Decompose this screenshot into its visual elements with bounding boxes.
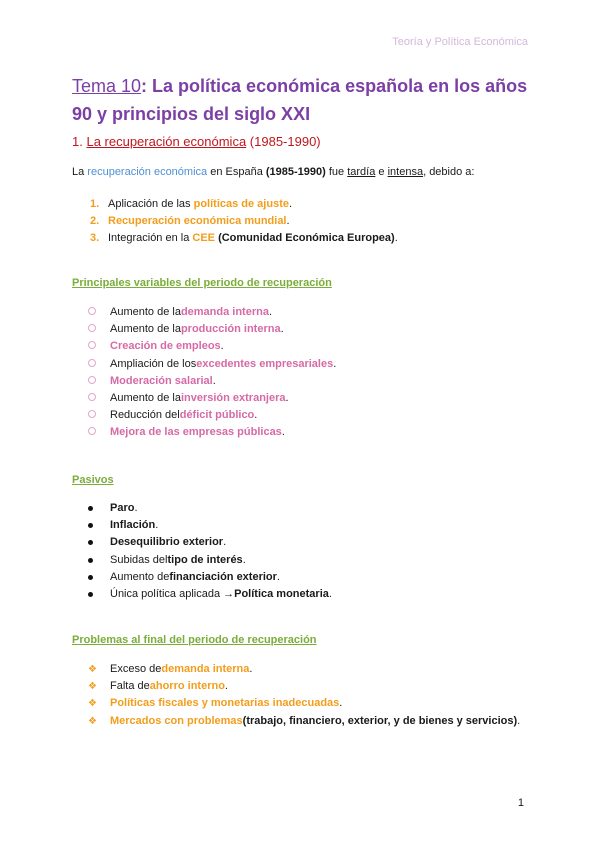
section-heading-recuperacion (72, 134, 321, 149)
title-text: : La política económica española en los años 90 y principios del siglo XXI (72, 76, 528, 124)
list-item: ❖ Falta de ahorro interno . (88, 678, 520, 695)
bullet-icon (88, 575, 93, 580)
diamond-bullet-icon: ❖ (88, 681, 97, 693)
circle-bullet-icon (88, 359, 96, 367)
bullet-icon (88, 592, 93, 597)
diamond-bullet-icon: ❖ (88, 664, 97, 675)
list-item: Creación de empleos . (88, 338, 336, 355)
section-years: (1985-1990) (246, 134, 321, 149)
list-item: Aumento de la demanda interna . (88, 304, 336, 321)
section-number: 1. (72, 134, 87, 149)
list-item: Inflación . (88, 517, 332, 534)
bullet-icon (88, 558, 93, 563)
page-number: 1 (517, 797, 524, 809)
list-item: 1. Aplicación de las políticas de ajuste. (90, 198, 293, 210)
list-item: Aumento de financiación exterior . (88, 569, 332, 586)
running-header: Teoría y Política Económica (392, 36, 528, 48)
circle-bullet-icon (88, 324, 96, 332)
list-item: Desequilibrio exterior . (88, 534, 332, 551)
list-item: Reducción del déficit público . (88, 407, 336, 424)
pasivos-heading: Pasivos (72, 474, 114, 486)
list-item: ❖ Políticas fiscales y monetarias inadecuadas . (88, 695, 520, 712)
diamond-bullet-icon: ❖ (88, 698, 97, 710)
list-item: Moderación salarial . (88, 373, 336, 390)
page-title (72, 72, 532, 128)
intro-paragraph: La recuperación económica en España (1985-1990) fue tardía e intensa, debido a: (72, 166, 475, 178)
list-item: Única política aplicada → Política monetaria . (88, 586, 332, 603)
variables-list (88, 304, 336, 442)
problemas-heading: Problemas al final del periodo de recuperación (72, 634, 317, 646)
list-item: Paro . (88, 500, 332, 517)
list-item: Aumento de la producción interna . (88, 321, 336, 338)
list-item: Subidas del tipo de interés . (88, 552, 332, 569)
list-item: 2. Recuperación económica mundial. (90, 215, 290, 227)
circle-bullet-icon (88, 376, 96, 384)
list-item: ❖ Mercados con problemas (trabajo, financiero, exterior, y de bienes y servicios) . (88, 713, 520, 730)
circle-bullet-icon (88, 307, 96, 315)
list-item: 3. Integración en la CEE (Comunidad Económica Europea). (90, 232, 398, 244)
variables-heading: Principales variables del periodo de recuperación (72, 277, 332, 289)
section-label: La recuperación económica (86, 134, 247, 149)
pasivos-list (88, 500, 332, 603)
title-tema: Tema 10 (72, 76, 142, 96)
bullet-icon (88, 540, 93, 545)
list-item: Mejora de las empresas públicas . (88, 424, 336, 441)
list-item: Aumento de la inversión extranjera . (88, 390, 336, 407)
diamond-bullet-icon: ❖ (88, 715, 97, 727)
bullet-icon (88, 523, 93, 528)
circle-bullet-icon (88, 393, 96, 401)
causes-list (90, 196, 398, 247)
circle-bullet-icon (88, 341, 96, 349)
list-item: Ampliación de los excedentes empresariales . (88, 356, 336, 373)
bullet-icon (88, 506, 93, 511)
list-item: ❖ Exceso de demanda interna . (88, 661, 520, 678)
circle-bullet-icon (88, 427, 96, 435)
problemas-list (88, 661, 520, 730)
circle-bullet-icon (88, 410, 96, 418)
